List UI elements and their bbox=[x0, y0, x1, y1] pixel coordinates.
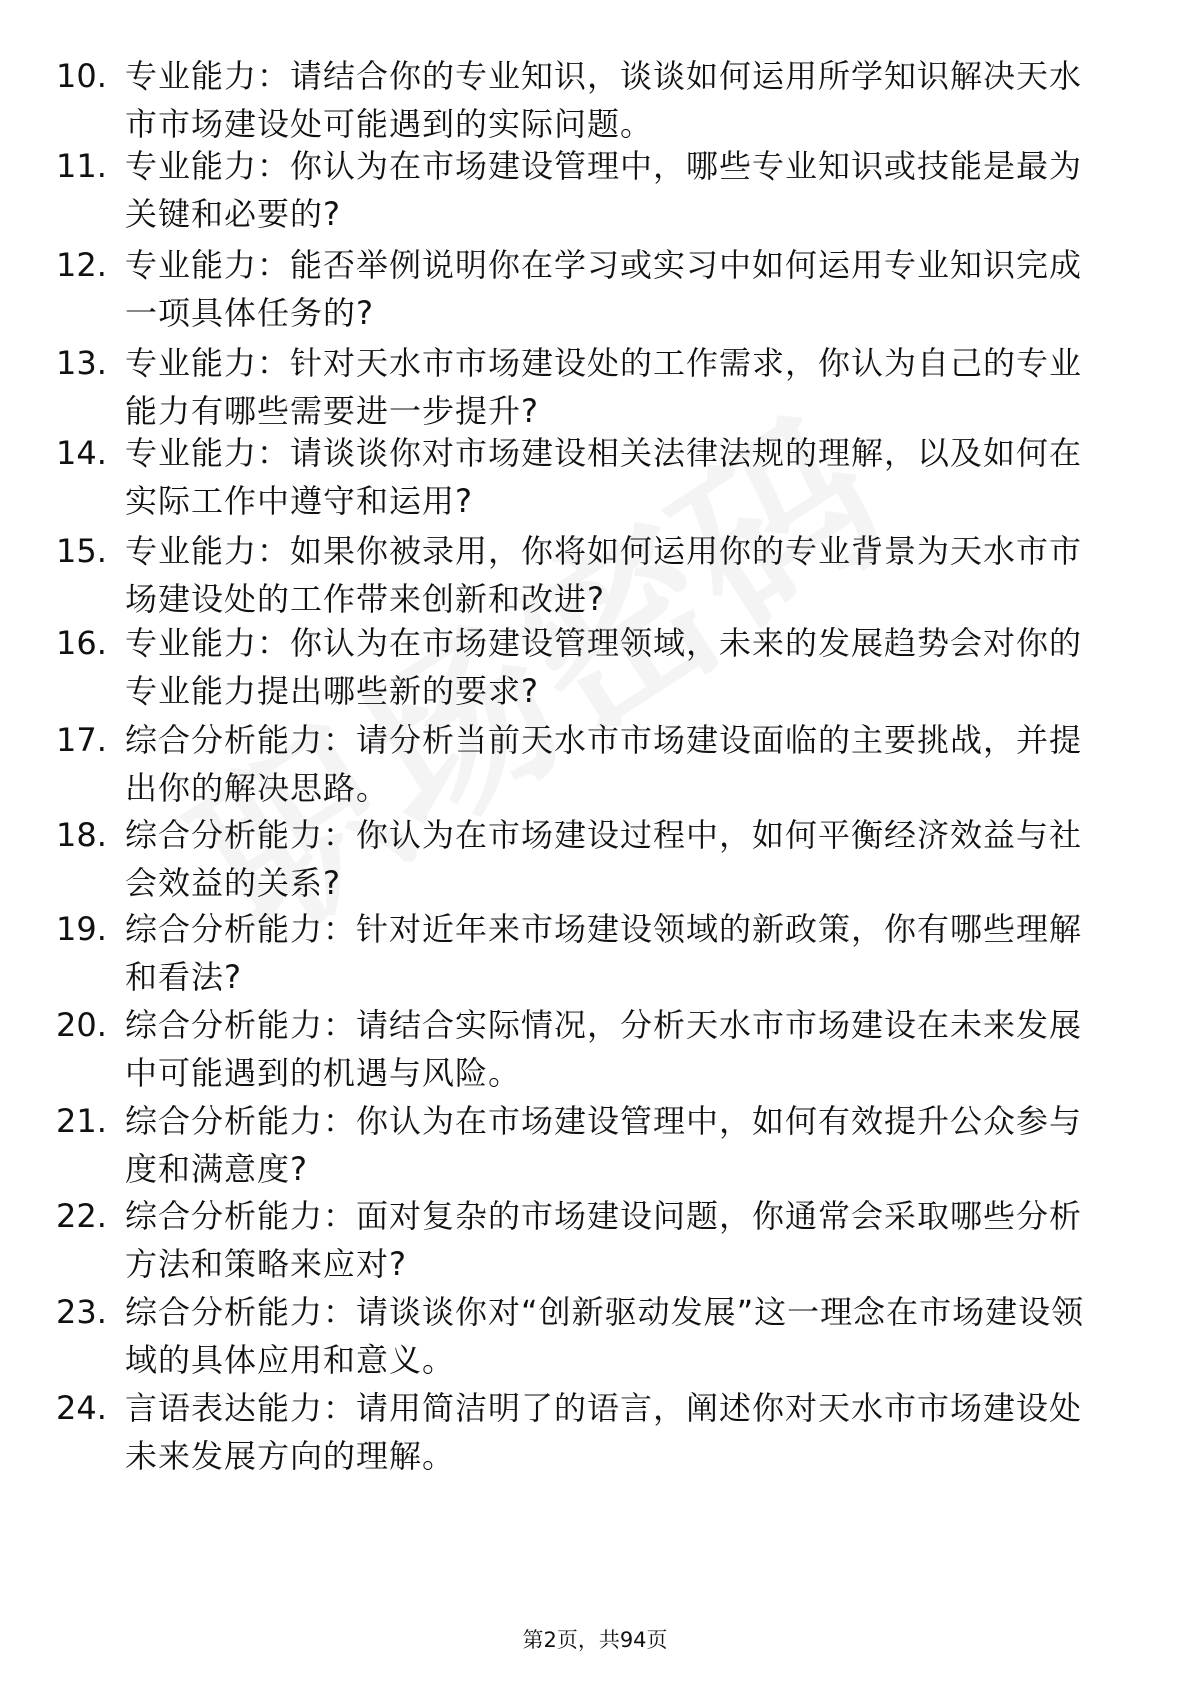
question-text: 专业能力：你认为在市场建设管理中，哪些专业知识或技能是最为关键和必要的? bbox=[125, 147, 1083, 233]
question-text: 言语表达能力：请用简洁明了的语言，阐述你对天水市市场建设处未来发展方向的理解。 bbox=[125, 1389, 1083, 1475]
question-number: 10. bbox=[56, 57, 107, 95]
question-text: 专业能力：你认为在市场建设管理领域，未来的发展趋势会对你的专业能力提出哪些新的要求? bbox=[125, 624, 1083, 710]
question-number: 13. bbox=[56, 344, 107, 382]
question-number: 15. bbox=[56, 532, 107, 570]
question-number: 23. bbox=[56, 1293, 107, 1331]
question-item bbox=[0, 429, 1190, 539]
question-item bbox=[0, 142, 1190, 252]
question-item bbox=[0, 1288, 1190, 1398]
question-item bbox=[0, 619, 1190, 729]
question-text: 专业能力：能否举例说明你在学习或实习中如何运用专业知识完成一项具体任务的? bbox=[125, 246, 1083, 332]
question-number: 16. bbox=[56, 624, 107, 662]
question-number: 12. bbox=[56, 246, 107, 284]
question-number: 19. bbox=[56, 910, 107, 948]
question-item bbox=[0, 1001, 1190, 1111]
question-number: 17. bbox=[56, 721, 107, 759]
question-text: 综合分析能力：请结合实际情况，分析天水市市场建设在未来发展中可能遇到的机遇与风险。 bbox=[125, 1006, 1083, 1092]
question-item bbox=[0, 241, 1190, 351]
question-number: 20. bbox=[56, 1006, 107, 1044]
question-item bbox=[0, 1192, 1190, 1302]
question-number: 14. bbox=[56, 434, 107, 472]
question-text: 专业能力：针对天水市市场建设处的工作需求，你认为自己的专业能力有哪些需要进一步提升? bbox=[125, 344, 1083, 430]
question-text: 专业能力：请结合你的专业知识，谈谈如何运用所学知识解决天水市市场建设处可能遇到的实际问题。 bbox=[125, 57, 1083, 143]
question-number: 11. bbox=[56, 147, 107, 185]
question-text: 综合分析能力：针对近年来市场建设领域的新政策，你有哪些理解和看法? bbox=[125, 910, 1083, 996]
question-number: 24. bbox=[56, 1389, 107, 1427]
question-number: 22. bbox=[56, 1197, 107, 1235]
question-text: 专业能力：如果你被录用，你将如何运用你的专业背景为天水市市场建设处的工作带来创新和改进? bbox=[125, 532, 1083, 618]
question-number: 18. bbox=[56, 816, 107, 854]
question-item bbox=[0, 905, 1190, 1015]
question-text: 综合分析能力：面对复杂的市场建设问题，你通常会采取哪些分析方法和策略来应对? bbox=[125, 1197, 1083, 1283]
question-item bbox=[0, 1097, 1190, 1207]
question-text: 综合分析能力：请谈谈你对“创新驱动发展”这一理念在市场建设领域的具体应用和意义。 bbox=[125, 1293, 1085, 1379]
question-text: 综合分析能力：请分析当前天水市市场建设面临的主要挑战，并提出你的解决思路。 bbox=[125, 721, 1083, 807]
question-text: 综合分析能力：你认为在市场建设过程中，如何平衡经济效益与社会效益的关系? bbox=[125, 816, 1083, 902]
question-number: 21. bbox=[56, 1102, 107, 1140]
question-item bbox=[0, 716, 1190, 826]
question-text: 专业能力：请谈谈你对市场建设相关法律法规的理解，以及如何在实际工作中遵守和运用? bbox=[125, 434, 1083, 520]
question-text: 综合分析能力：你认为在市场建设管理中，如何有效提升公众参与度和满意度? bbox=[125, 1102, 1083, 1188]
page-footer: 第2页，共94页 bbox=[522, 1628, 668, 1652]
question-item bbox=[0, 1384, 1190, 1494]
